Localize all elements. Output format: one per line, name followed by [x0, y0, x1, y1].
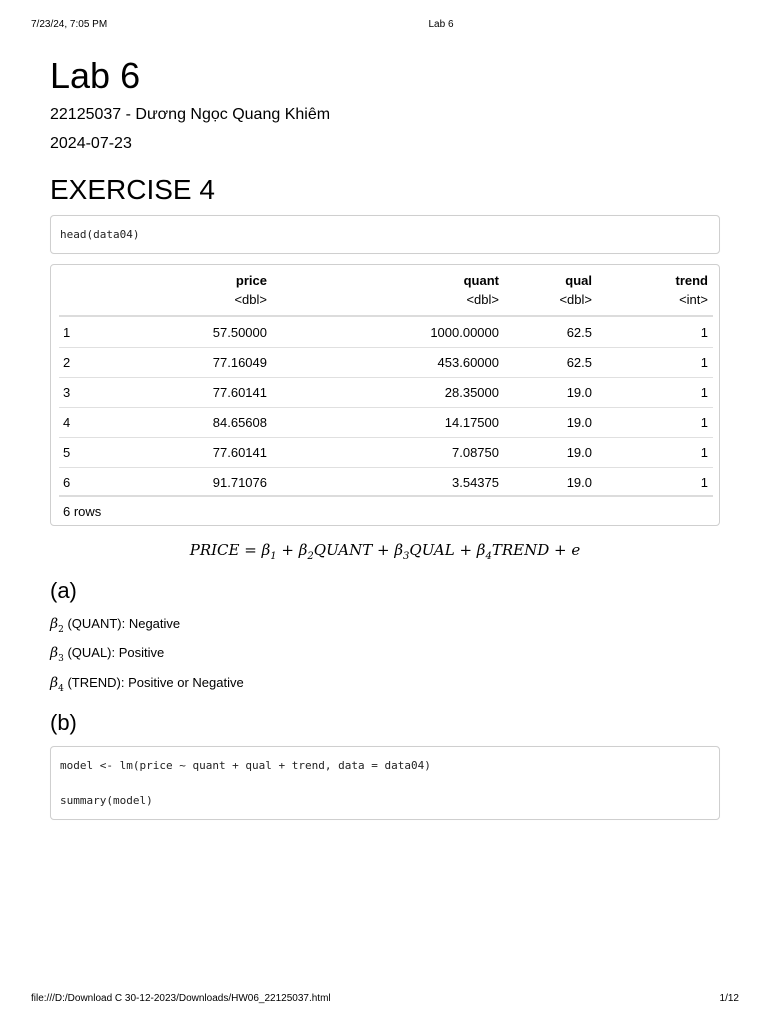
data-table	[50, 264, 720, 526]
code-line: summary(model)	[60, 794, 153, 807]
eq-beta: β	[298, 541, 308, 559]
code-block-model[interactable]	[50, 746, 720, 820]
part-b-heading: (b)	[50, 710, 77, 735]
column-header-quant[interactable]	[463, 273, 499, 307]
cell-qual: 62.5	[566, 325, 592, 340]
coefficient-line	[50, 644, 164, 668]
coefficient-text: (QUAL): Positive	[63, 645, 165, 660]
cell-price: 91.71076	[212, 475, 267, 490]
row-index: 5	[63, 445, 71, 460]
eq-sub: 4	[485, 551, 492, 562]
part-a-heading: (a)	[50, 578, 77, 603]
code-line: head(data04)	[60, 228, 140, 241]
column-name: price	[235, 273, 267, 288]
eq-term: TREND	[491, 541, 550, 559]
print-header	[0, 19, 768, 33]
eq-term: QUANT	[313, 541, 373, 559]
code-block-head[interactable]	[50, 215, 720, 254]
cell-price: 84.65608	[212, 415, 267, 430]
row-index: 1	[63, 325, 71, 340]
page-number: 1/12	[719, 993, 739, 1004]
eq-sub: 1	[270, 551, 277, 562]
table-row	[59, 347, 713, 378]
table-row	[59, 377, 713, 408]
eq-sub: 3	[403, 551, 410, 562]
column-type: <dbl>	[559, 292, 592, 307]
coefficient-line	[50, 615, 180, 639]
row-index: 6	[63, 475, 71, 490]
print-datetime: 7/23/24, 7:05 PM	[31, 19, 108, 30]
column-type: <dbl>	[466, 292, 499, 307]
code-line: model <- lm(price ~ quant + qual + trend, data = data04)	[60, 759, 431, 772]
column-name: trend	[675, 273, 708, 288]
eq-term: QUAL	[409, 541, 455, 559]
beta-symbol: $\beta_3$	[50, 645, 64, 664]
row-index: 4	[63, 415, 71, 430]
table-row	[59, 437, 713, 468]
cell-trend: 1	[700, 385, 708, 400]
cell-price: 57.50000	[212, 325, 267, 340]
column-name: quant	[463, 273, 499, 288]
cell-quant: 453.60000	[437, 355, 499, 370]
cell-quant: 3.54375	[452, 475, 499, 490]
eq-lhs: PRICE	[189, 541, 240, 559]
eq-error: e	[571, 541, 581, 559]
print-footer	[0, 993, 768, 1007]
cell-qual: 19.0	[566, 415, 592, 430]
eq-plus: +	[276, 541, 299, 559]
table-row	[59, 407, 713, 438]
cell-quant: 14.17500	[444, 415, 499, 430]
cell-trend: 1	[700, 445, 708, 460]
row-index: 3	[63, 385, 71, 400]
coefficient-line	[50, 674, 244, 698]
regression-equation	[50, 540, 720, 567]
beta-symbol: $\beta_4$	[50, 675, 64, 694]
page-title: Lab 6	[50, 55, 141, 96]
row-index: 2	[63, 355, 71, 370]
column-header-trend[interactable]	[675, 273, 709, 307]
eq-plus: +	[454, 541, 477, 559]
beta-symbol: $\beta_2$	[50, 616, 64, 635]
print-page-title: Lab 6	[428, 19, 454, 30]
cell-quant: 1000.00000	[430, 325, 499, 340]
cell-qual: 19.0	[566, 385, 592, 400]
eq-beta: β	[394, 541, 404, 559]
cell-price: 77.60141	[212, 445, 267, 460]
coefficient-text: (QUANT): Negative	[63, 616, 181, 631]
eq-sub: 2	[307, 551, 314, 562]
row-count: 6 rows	[63, 504, 102, 519]
cell-qual: 19.0	[566, 445, 592, 460]
exercise-heading: EXERCISE 4	[50, 174, 215, 205]
eq-plus: +	[372, 541, 395, 559]
column-header-price[interactable]	[234, 273, 267, 307]
eq-beta: β	[476, 541, 486, 559]
eq-plus: +	[549, 541, 572, 559]
footer-divider	[59, 495, 713, 497]
table-row	[59, 467, 713, 497]
coefficient-text: (TREND): Positive or Negative	[63, 675, 244, 690]
eq-equals: =	[239, 541, 262, 559]
column-name: qual	[565, 273, 592, 288]
file-path: file:///D:/Download C 30-12-2023/Downloads/HW06_22125037.html	[31, 993, 331, 1004]
author: 22125037 - Dương Ngọc Quang Khiêm	[50, 106, 331, 123]
cell-price: 77.16049	[212, 355, 267, 370]
cell-trend: 1	[700, 415, 708, 430]
cell-trend: 1	[700, 325, 708, 340]
column-header-qual[interactable]	[559, 273, 592, 307]
cell-quant: 28.35000	[444, 385, 499, 400]
table-row	[59, 317, 713, 348]
cell-trend: 1	[700, 475, 708, 490]
cell-qual: 62.5	[566, 355, 592, 370]
cell-qual: 19.0	[566, 475, 592, 490]
cell-quant: 7.08750	[452, 445, 499, 460]
cell-price: 77.60141	[212, 385, 267, 400]
column-type: <dbl>	[234, 292, 267, 307]
eq-beta: β	[261, 541, 271, 559]
column-type: <int>	[679, 292, 708, 307]
cell-trend: 1	[700, 355, 708, 370]
date: 2024-07-23	[50, 135, 132, 152]
